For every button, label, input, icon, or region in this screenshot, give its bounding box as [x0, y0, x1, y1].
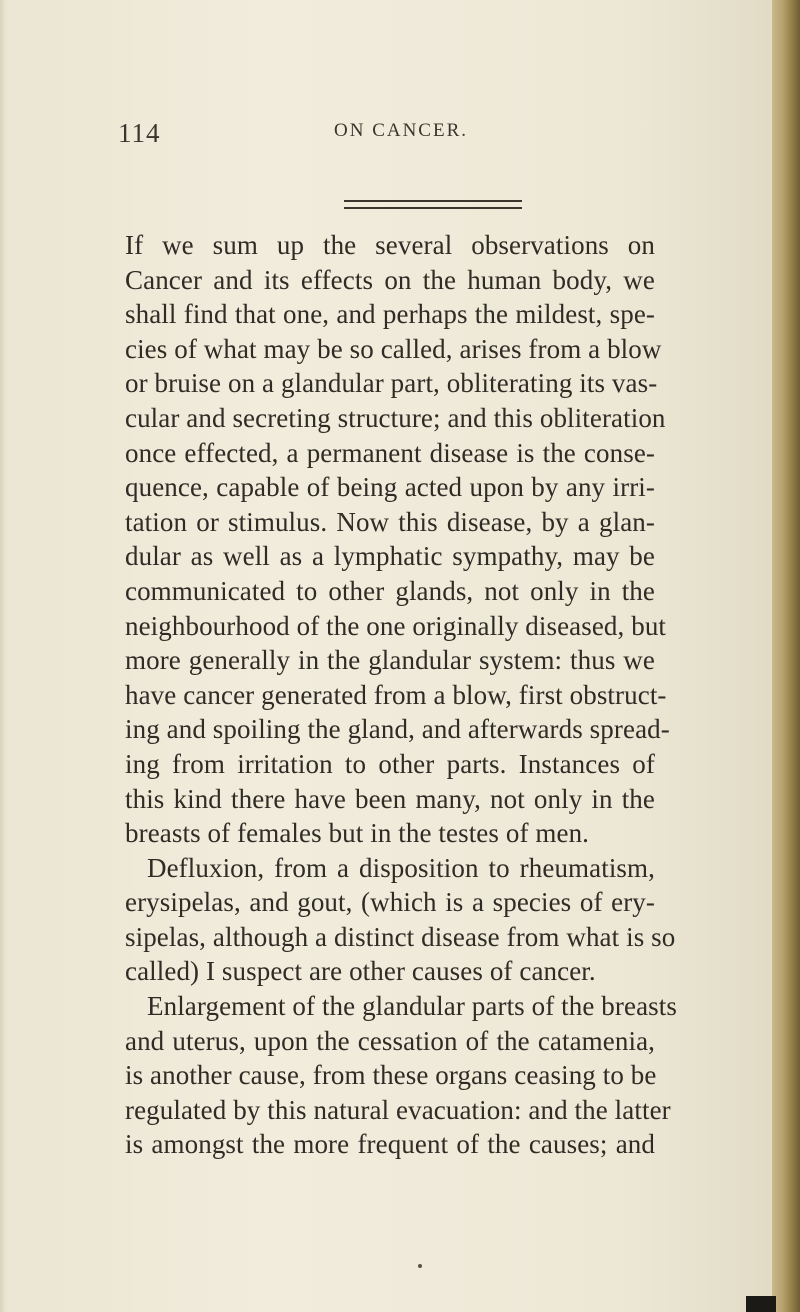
- section-rule-top: [344, 200, 522, 202]
- section-rule-bottom: [344, 207, 522, 209]
- book-binding-edge: [772, 0, 800, 1312]
- scan-corner-mark: [746, 1296, 776, 1312]
- text-line: breasts of females but in the testes of men.: [125, 818, 590, 849]
- text-line: tation or stimulus. Now this disease, by a glan-: [125, 506, 655, 537]
- text-line: have cancer generated from a blow, first obstruct-: [125, 679, 667, 710]
- text-line: is another cause, from these organs ceasing to be: [125, 1060, 657, 1091]
- text-line: regulated by this natural evacuation: and the latter: [125, 1094, 671, 1125]
- text-line: Cancer and its effects on the human body, we: [125, 264, 655, 295]
- page-number: 114: [118, 118, 161, 148]
- running-title: ON CANCER.: [334, 120, 469, 141]
- text-line: cular and secreting structure; and this obliteration: [125, 402, 666, 433]
- text-line: If we sum up the several observations on: [125, 230, 655, 260]
- text-line: sipelas, although a distinct disease from what is so: [125, 921, 676, 952]
- text-line: erysipelas, and gout, (which is a species of ery-: [125, 887, 655, 918]
- text-line: shall find that one, and perhaps the mildest, spe-: [125, 299, 655, 330]
- text-line: Enlargement of the glandular parts of the breasts: [147, 991, 677, 1022]
- text-line: called) I suspect are other causes of cancer.: [125, 956, 596, 987]
- text-line: is amongst the more frequent of the causes; and: [125, 1129, 655, 1160]
- text-line: Defluxion, from a disposition to rheumatism,: [147, 852, 655, 883]
- text-line: neighbourhood of the one originally diseased, but: [125, 610, 667, 641]
- text-line: once effected, a permanent disease is the conse-: [125, 437, 655, 468]
- text-line: communicated to other glands, not only in the: [125, 575, 655, 606]
- text-line: ing and spoiling the gland, and afterwards spread-: [125, 714, 670, 745]
- body-text: [125, 228, 677, 1162]
- text-line: ing from irritation to other parts. Instances of: [125, 748, 655, 779]
- text-line: or bruise on a glandular part, obliterating its vas-: [125, 368, 658, 399]
- running-head: [118, 118, 638, 148]
- text-line: this kind there have been many, not only in the: [125, 783, 655, 814]
- text-line: cies of what may be so called, arises from a blow: [125, 333, 662, 364]
- page-left-edge: [0, 0, 6, 1312]
- text-line: dular as well as a lymphatic sympathy, may be: [125, 541, 655, 572]
- text-line: more generally in the glandular system: thus we: [125, 645, 655, 676]
- text-line: and uterus, upon the cessation of the catamenia,: [125, 1025, 655, 1056]
- print-speck: [418, 1264, 422, 1268]
- text-line: quence, capable of being acted upon by any irri-: [125, 472, 655, 503]
